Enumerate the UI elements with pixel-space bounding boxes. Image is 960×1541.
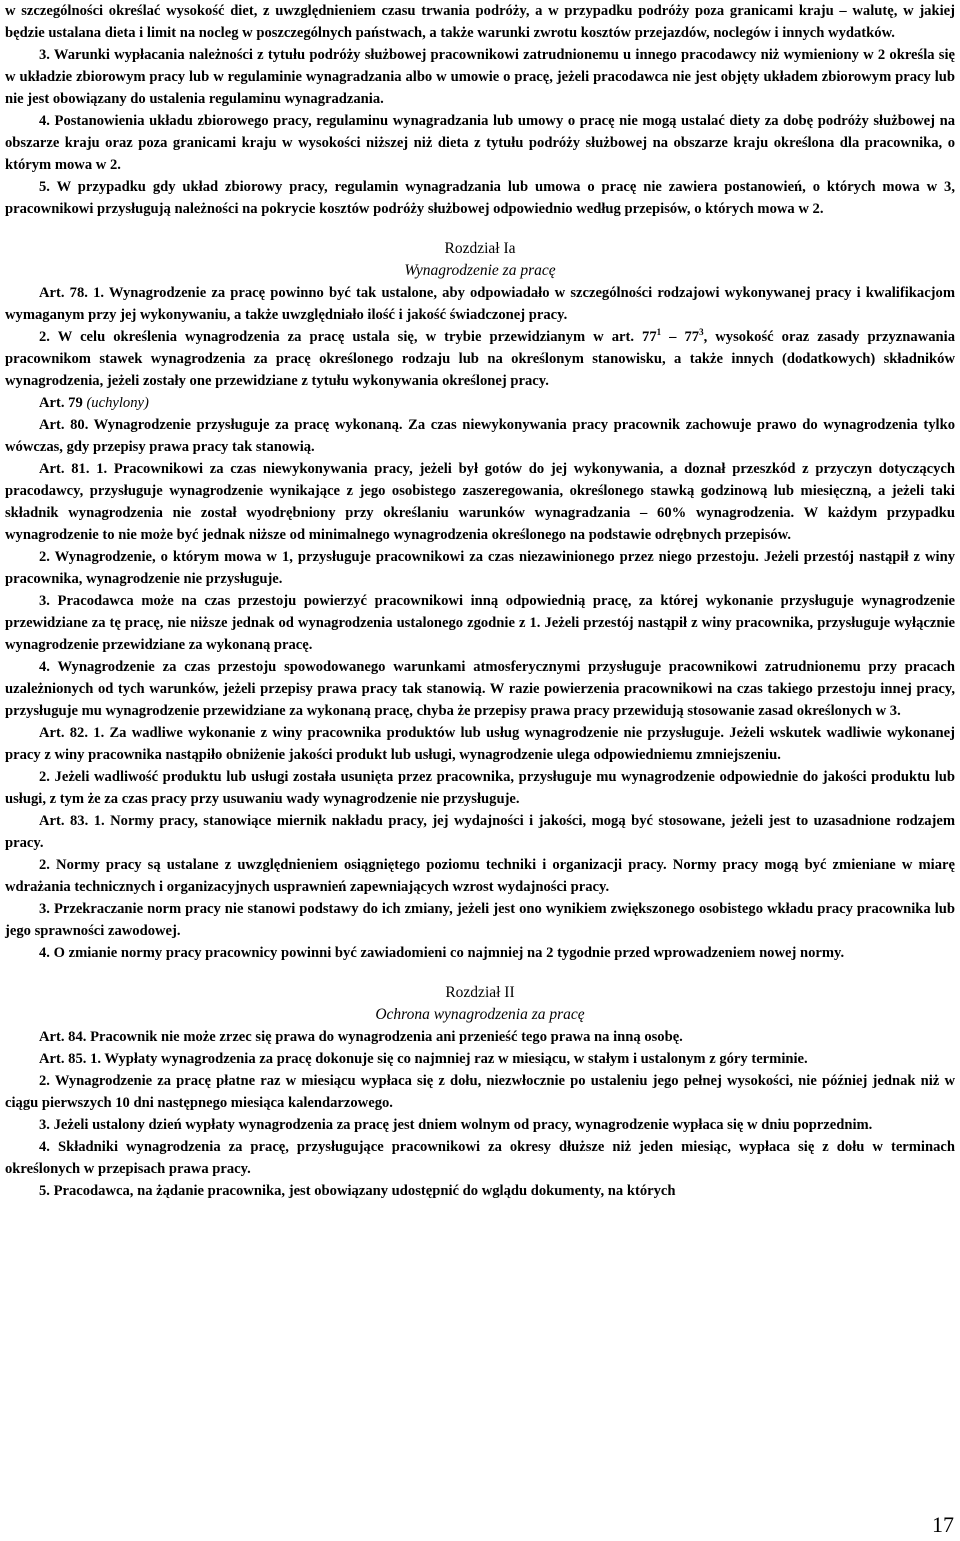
chapter-number: Rozdział II bbox=[445, 984, 515, 1001]
art78-section1 bbox=[5, 282, 955, 326]
section-text: 1. Wynagrodzenie za pracę powinno być tak ustalone, aby odpowiadało w szczególności rodzajowi wykonywanej pracy i kwalifikacjom wymaganym przy jej wykonywaniu, a także uwzględniało ilość i jakość świadczonej pracy. bbox=[5, 285, 955, 323]
spacer bbox=[5, 220, 955, 238]
article-heading: Art. 82. bbox=[39, 725, 89, 741]
article-heading: Art. 85. bbox=[39, 1051, 87, 1067]
paragraph-3: 3. Warunki wypłacania należności z tytułu podróży służbowej pracownikowi zatrudnionemu u innego pracodawcy niż wymieniony w 2 określa się w układzie zbiorowym pracy lub w regulaminie wynagradzania albo w umowie o pracę, jeżeli pracodawca nie jest objęty układem zbiorowym pracy lub nie jest obowiązany do ustalenia regulaminu wynagradzania. bbox=[5, 47, 955, 107]
section-text-c: , wysokość oraz zasady przyznawania pracownikom stawek wynagrodzenia za pracę określonego rodzaju lub na określonym stanowisku, a także innych (dodatkowych) składników wynagrodzenia, jeżeli zostały one przewidziane z tytułu wykonywania określonej pracy. bbox=[5, 329, 956, 389]
art83-section3: 3. Przekraczanie norm pracy nie stanowi podstawy do ich zmiany, jeżeli jest ono wynikiem zwiększonego osobistego wkładu pracy pracownika lub jego sprawności zawodowej. bbox=[5, 901, 955, 939]
article-heading: Art. 79 bbox=[39, 395, 83, 411]
section-text-b: – 77 bbox=[661, 329, 700, 345]
superscript: 3 bbox=[699, 327, 704, 337]
paragraph-continuation: w szczególności określać wysokość diet, z uwzględnieniem czasu trwania podróży, a w przypadku podróży poza granicami kraju – walutę, w jakiej będzie ustalana dieta i limit na nocleg w poszczególnych państwach, a także warunki zwrotu kosztów przejazdów, noclegów i innych wydatków. bbox=[5, 3, 955, 41]
art85-section3: 3. Jeżeli ustalony dzień wypłaty wynagrodzenia za pracę jest dniem wolnym od pracy, wynagrodzenie wypłaca się w dniu poprzednim. bbox=[39, 1117, 873, 1133]
superscript: 1 bbox=[656, 327, 662, 337]
art78-section2 bbox=[5, 326, 955, 392]
art84 bbox=[5, 1026, 955, 1048]
article-heading: Art. 78. bbox=[39, 285, 88, 301]
page-number: 17 bbox=[932, 1512, 954, 1537]
art83-section1 bbox=[5, 810, 955, 854]
section-text: 1. Za wadliwe wykonanie z winy pracownika produktów lub usług wynagrodzenie nie przysługuje. Jeżeli wskutek wadliwie wykonanej pracy z winy pracownika nastąpiło obniżenie jakości produkt lub usługi, wynagrodzenie ulega odpowiedniemu zmniejszeniu. bbox=[5, 725, 955, 763]
art81-section1 bbox=[5, 458, 955, 546]
section-text: Wynagrodzenie przysługuje za pracę wykonaną. Za czas niewykonywania pracy pracownik zachowuje prawo do wynagrodzenia tylko wówczas, gdy przepisy prawa pracy tak stanowią. bbox=[5, 417, 955, 455]
spacer bbox=[5, 964, 955, 982]
section-text: 1. Normy pracy, stanowiące miernik nakładu pracy, jej wydajności i jakości, mogą być stosowane, jeżeli jest to uzasadnione rodzajem pracy. bbox=[5, 813, 955, 851]
art85-section4: 4. Składniki wynagrodzenia za pracę, przysługujące pracownikowi za okresy dłuższe niż jeden miesiąc, wypłaca się z dołu w terminach określonych w przepisach prawa pracy. bbox=[5, 1139, 955, 1177]
article-heading: Art. 83. bbox=[39, 813, 89, 829]
article-heading: Art. 81. bbox=[39, 461, 90, 477]
art83-section4: 4. O zmianie normy pracy pracownicy powinni być zawiadomieni co najmniej na 2 tygodnie przed wprowadzeniem nowej normy. bbox=[39, 945, 845, 961]
art81-section4: 4. Wynagrodzenie za czas przestoju spowodowanego warunkami atmosferycznymi przysługuje pracownikowi zatrudnionemu przy pracach uzależnionych od tych warunków, jeżeli przepisy prawa pracy tak stanowią. W razie powierzenia pracownikowi na czas takiego przestoju innej pracy, przysługuje mu wynagrodzenie przewidziane za wykonaną pracę, chyba że przepisy prawa pracy przewidują stosowanie zasad określonych w 3. bbox=[5, 659, 955, 719]
article-heading: Art. 84. bbox=[39, 1029, 87, 1045]
chapter-title: Ochrona wynagrodzenia za pracę bbox=[375, 1006, 585, 1023]
article-heading: Art. 80. bbox=[39, 417, 89, 433]
document-page bbox=[5, 0, 955, 1202]
repealed-note: (uchylony) bbox=[86, 395, 149, 411]
art79 bbox=[5, 392, 955, 414]
art85-section2: 2. Wynagrodzenie za pracę płatne raz w miesiącu wypłaca się z dołu, niezwłocznie po ustaleniu jego pełnej wysokości, nie później jednak niż w ciągu pierwszych 10 dni następnego miesiąca kalendarzowego. bbox=[5, 1073, 955, 1111]
paragraph-4: 4. Postanowienia układu zbiorowego pracy, regulaminu wynagradzania lub umowy o pracę nie mogą ustalać diety za dobę podróży służbowej na obszarze kraju oraz poza granicami kraju w wysokości niższej niż dieta z tytułu podróży służbowej na obszarze kraju określona dla pracownika, o którym mowa w 2. bbox=[5, 113, 955, 173]
art82-section2: 2. Jeżeli wadliwość produktu lub usługi została usunięta przez pracownika, przysługuje mu wynagrodzenie odpowiednie do jakości produktu lub usługi, z tym że za czas pracy przy usuwaniu wady wynagrodzenie nie przysługuje. bbox=[5, 769, 955, 807]
art85-section1 bbox=[5, 1048, 955, 1070]
art81-section2: 2. Wynagrodzenie, o którym mowa w 1, przysługuje pracownikowi za czas niezawinionego przez niego przestoju. Jeżeli przestój nastąpił z winy pracownika, wynagrodzenie nie przysługuje. bbox=[5, 549, 955, 587]
section-text: 1. Wypłaty wynagrodzenia za pracę dokonuje się co najmniej raz w miesiącu, w stałym i ustalonym z góry terminie. bbox=[90, 1051, 808, 1067]
section-text: 1. Pracownikowi za czas niewykonywania pracy, jeżeli był gotów do jej wykonywania, a doznał przeszkód z przyczyn dotyczących pracodawcy, przysługuje wynagrodzenie wynikające z jego osobistego zaszeregowania, określonego stawką godzinową lub miesięczną, a jeżeli taki składnik wynagrodzenia nie został wyodrębniony przy określaniu warunków wynagradzania – 60% wynagrodzenia. W każdym przypadku wynagrodzenie to nie może być jednak niższe od minimalnego wynagrodzenia określonego na podstawie odrębnych przepisów. bbox=[5, 461, 955, 543]
section-text: Pracownik nie może zrzec się prawa do wynagrodzenia ani przenieść tego prawa na inną osobę. bbox=[90, 1029, 683, 1045]
art83-section2: 2. Normy pracy są ustalane z uwzględnieniem osiągniętego poziomu techniki i organizacji pracy. Normy pracy mogą być zmieniane w miarę wdrażania technicznych i organizacyjnych usprawnień zapewniających wzrost wydajności pracy. bbox=[5, 857, 955, 895]
chapter-number: Rozdział Ia bbox=[444, 240, 516, 257]
art85-section5: 5. Pracodawca, na żądanie pracownika, jest obowiązany udostępnić do wglądu dokumenty, na których bbox=[39, 1183, 676, 1199]
paragraph-5: 5. W przypadku gdy układ zbiorowy pracy, regulamin wynagradzania lub umowa o pracę nie zawiera postanowień, o których mowa w 3, pracownikowi przysługują należności na pokrycie kosztów podróży służbowej odpowiednio według przepisów, o których mowa w 2. bbox=[5, 179, 955, 217]
art80 bbox=[5, 414, 955, 458]
art81-section3: 3. Pracodawca może na czas przestoju powierzyć pracownikowi inną odpowiednią pracę, za której wykonanie przysługuje wynagrodzenie przewidziane za tę pracę, nie niższe jednak od wynagrodzenia ustalonego zgodnie z 1. Jeżeli przestój nastąpił z winy pracownika, przysługuje wyłącznie wynagrodzenie przewidziane za wykonaną pracę. bbox=[5, 593, 955, 653]
section-text-a: 2. W celu określenia wynagrodzenia za pracę ustala się, w trybie przewidzianym w art. 77 bbox=[39, 329, 657, 345]
chapter-title: Wynagrodzenie za pracę bbox=[404, 262, 556, 279]
art82-section1 bbox=[5, 722, 955, 766]
